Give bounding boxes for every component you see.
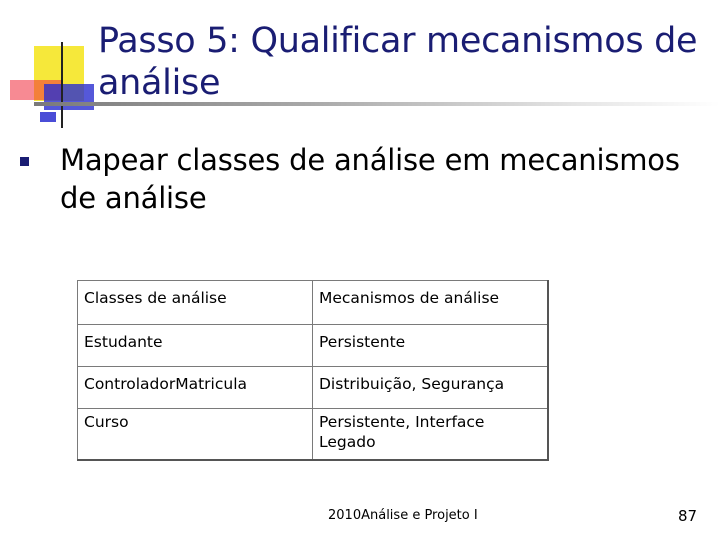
slide-title: Passo 5: Qualificar mecanismos de análise xyxy=(98,21,698,103)
table-row xyxy=(78,367,549,409)
table-cell: ControladorMatricula xyxy=(78,367,313,409)
table-cell: Estudante xyxy=(78,325,313,367)
footer-text xyxy=(328,508,478,523)
table-header-cell: Mecanismos de análise xyxy=(313,281,549,325)
mapping-table xyxy=(77,280,549,461)
table-header-row xyxy=(78,281,549,325)
bullet-square-icon xyxy=(20,157,29,166)
table-cell: Distribuição, Segurança xyxy=(313,367,549,409)
table-cell: Persistente xyxy=(313,325,549,367)
footer-course: Análise e Projeto I xyxy=(361,508,478,523)
page-number: 87 xyxy=(678,507,698,525)
table-row xyxy=(78,409,549,461)
table-cell: Persistente, Interface Legado xyxy=(313,409,549,461)
table-header-cell: Classes de análise xyxy=(78,281,313,325)
table-row xyxy=(78,325,549,367)
table-cell: Curso xyxy=(78,409,313,461)
bullet-text: Mapear classes de análise em mecanismos de análise xyxy=(60,143,680,215)
footer-year: 2010 xyxy=(328,508,362,523)
slide-logo xyxy=(0,0,100,135)
